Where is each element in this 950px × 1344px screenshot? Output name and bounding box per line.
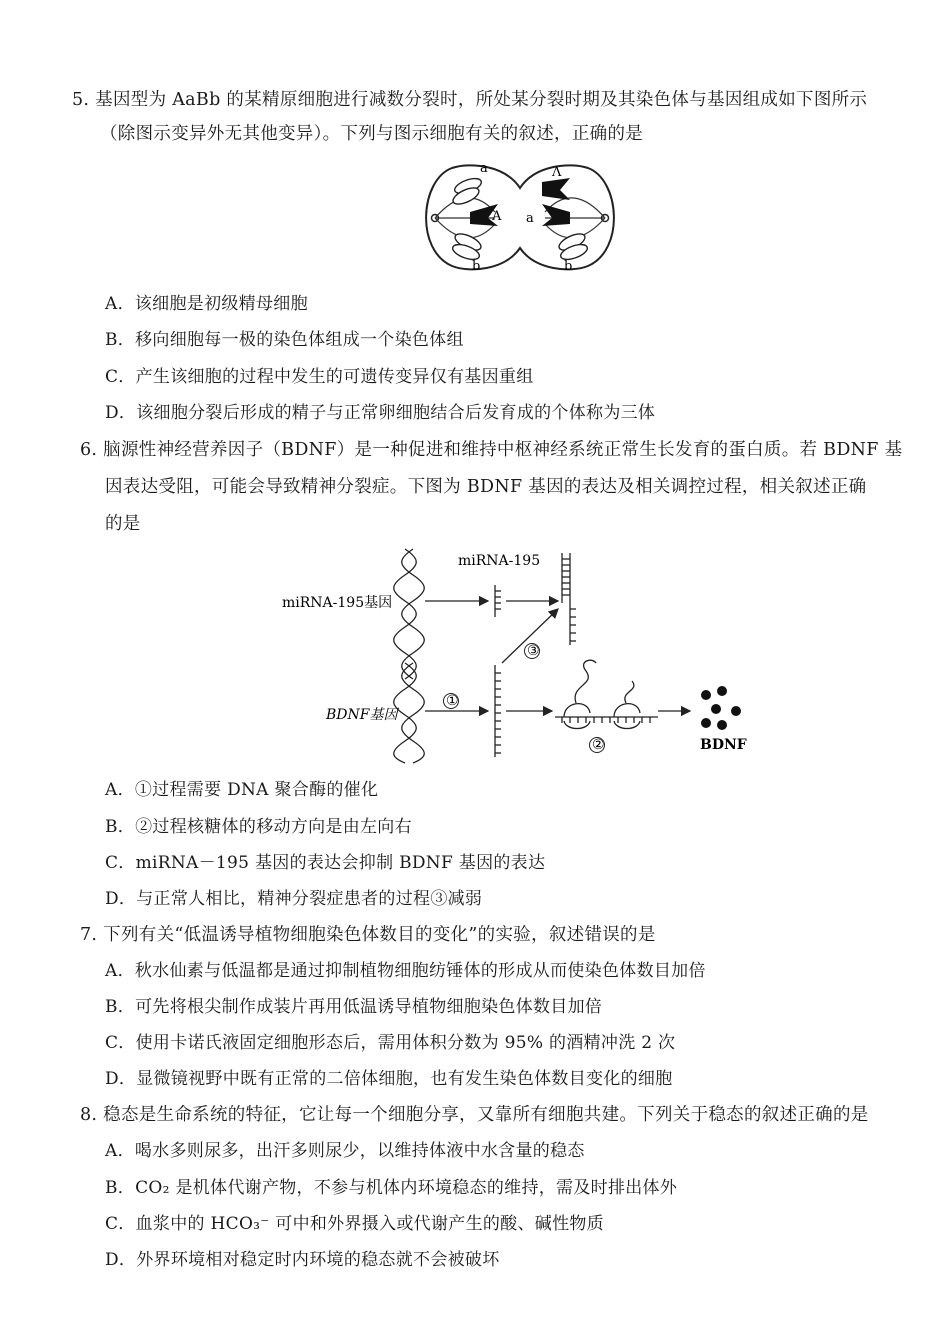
q5-cell-figure bbox=[410, 160, 630, 275]
q5-number: 5. bbox=[72, 90, 90, 110]
q6-stem-1: 脑源性神经营养因子（BDNF）是一种促进和维持中枢神经系统正常生长发育的蛋白质。若 BDNF 基 bbox=[103, 440, 903, 460]
q8-option-a: A．喝水多则尿多，出汗多则尿少，以维持体液中水含量的稳态 bbox=[105, 1141, 585, 1161]
q7-number: 7. bbox=[80, 925, 98, 945]
q6-option-a: A．①过程需要 DNA 聚合酶的催化 bbox=[105, 780, 379, 800]
label-A-mid: A bbox=[492, 209, 502, 224]
q5-line1 bbox=[72, 88, 867, 112]
translation-ribosomes bbox=[555, 660, 658, 728]
q8-option-c: C．血浆中的 HCO₃⁻ 可中和外界摄入或代谢产生的酸、碱性物质 bbox=[105, 1214, 604, 1234]
q5-stem-2: （除图示变异外无其他变异）。下列与图示细胞有关的叙述，正确的是 bbox=[100, 124, 644, 144]
label-A-top: Λ bbox=[552, 165, 562, 180]
step1-label: ① bbox=[446, 693, 459, 709]
step2-label: ② bbox=[592, 737, 605, 753]
q7-option-d: D．显微镜视野中既有正常的二倍体细胞，也有发生染色体数目变化的细胞 bbox=[105, 1069, 673, 1089]
q8-option-b: B．CO₂ 是机体代谢产物，不参与机体内环境稳态的维持，需及时排出体外 bbox=[105, 1178, 678, 1198]
q5-option-a: A．该细胞是初级精母细胞 bbox=[105, 294, 308, 314]
step3-label: ③ bbox=[527, 643, 540, 659]
left-chromosomes bbox=[451, 176, 498, 263]
cell-membrane bbox=[426, 165, 614, 269]
q5-stem-1: 基因型为 AaBb 的某精原细胞进行减数分裂时，所处某分裂时期及其染色体与基因组成如下图所示 bbox=[95, 90, 868, 110]
q6-line1 bbox=[80, 438, 902, 462]
mirna-gene-label: miRNA-195基因 bbox=[282, 595, 393, 611]
q6-option-b: B．②过程核糖体的移动方向是由左向右 bbox=[105, 817, 412, 837]
mirna-mrna-complex bbox=[562, 553, 576, 645]
q6-stem-2: 因表达受阻，可能会导致精神分裂症。下图为 BDNF 基因的表达及相关调控过程，相关叙述正确 bbox=[105, 477, 867, 497]
q6-stem-3: 的是 bbox=[105, 514, 141, 534]
label-b-left: b bbox=[472, 259, 481, 274]
bdnf-mrna-strand bbox=[495, 665, 501, 757]
q7-option-a: A．秋水仙素与低温都是通过抑制植物细胞纺锤体的形成从而使染色体数目加倍 bbox=[105, 961, 706, 981]
label-a-mid: a bbox=[526, 211, 534, 226]
q6-bdnf-figure bbox=[270, 545, 760, 767]
right-chromosomes bbox=[542, 178, 589, 262]
q5-option-d: D．该细胞分裂后形成的精子与正常卵细胞结合后发育成的个体称为三体 bbox=[105, 403, 656, 423]
bdnf-gene-label: BDNF基因 bbox=[326, 707, 398, 723]
bdnf-gene-dna-icon bbox=[394, 663, 425, 763]
q5-option-b: B．移向细胞每一极的染色体组成一个染色体组 bbox=[105, 330, 464, 350]
q8-option-d: D．外界环境相对稳定时内环境的稳态就不会被破坏 bbox=[105, 1250, 500, 1270]
q7-stem-1: 下列有关“低温诱导植物细胞染色体数目的变化”的实验，叙述错误的是 bbox=[103, 925, 656, 945]
mirna-precursor-strand bbox=[495, 585, 501, 617]
q6-option-c: C．miRNA－195 基因的表达会抑制 BDNF 基因的表达 bbox=[105, 853, 546, 873]
bdnf-protein-dots bbox=[701, 686, 741, 730]
q8-line1 bbox=[80, 1103, 869, 1127]
q8-number: 8. bbox=[80, 1105, 98, 1125]
bdnf-protein-label: BDNF bbox=[700, 737, 747, 753]
q5-option-c: C．产生该细胞的过程中发生的可遗传变异仅有基因重组 bbox=[105, 367, 534, 387]
q7-line1 bbox=[80, 923, 656, 947]
q6-number: 6. bbox=[80, 440, 98, 460]
q7-option-b: B．可先将根尖制作成装片再用低温诱导植物细胞染色体数目加倍 bbox=[105, 997, 603, 1017]
q7-option-c: C．使用卡诺氏液固定细胞形态后，需用体积分数为 95% 的酒精冲洗 2 次 bbox=[105, 1033, 676, 1053]
mirna-label: miRNA-195 bbox=[458, 553, 541, 569]
label-b-right: b bbox=[564, 259, 573, 274]
label-a-top: a bbox=[480, 161, 488, 176]
q8-stem-1: 稳态是生命系统的特征，它让每一个细胞分享，又靠所有细胞共建。下列关于稳态的叙述正确的是 bbox=[103, 1105, 869, 1125]
q6-option-d: D．与正常人相比，精神分裂症患者的过程③减弱 bbox=[105, 889, 483, 909]
mirna-gene-dna-icon bbox=[394, 549, 425, 679]
